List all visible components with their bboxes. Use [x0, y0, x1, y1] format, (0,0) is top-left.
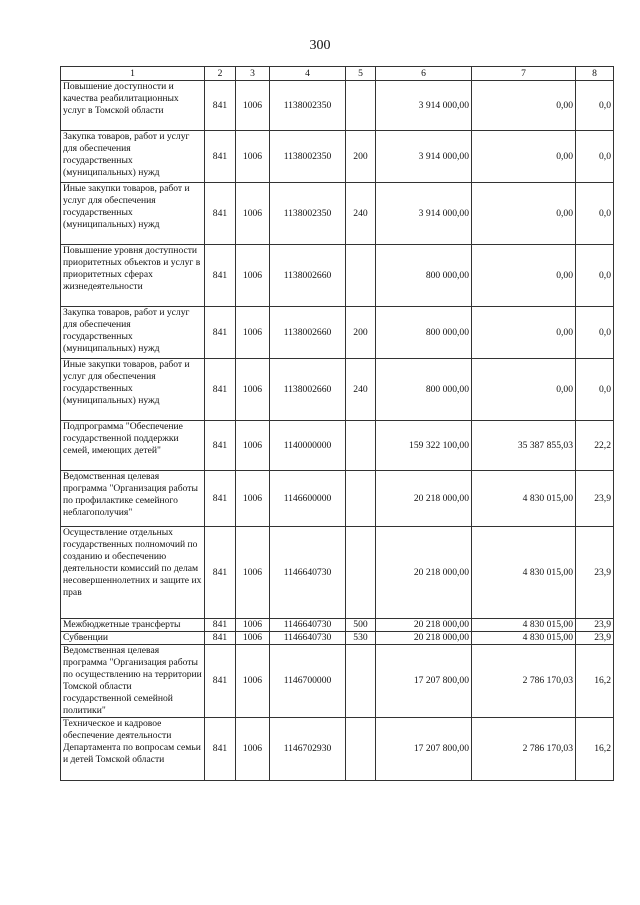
- cell-percent: 0,0: [576, 81, 614, 131]
- cell-item-name: Ведомственная целевая программа "Организация работы по профилактике семейного неблагополучия": [61, 471, 205, 527]
- cell-item-name: Повышение доступности и качества реабилитационных услуг в Томской области: [61, 81, 205, 131]
- cell-item-name: Иные закупки товаров, работ и услуг для обеспечения государственных (муниципальных) нужд: [61, 183, 205, 245]
- cell-ministry-code: 841: [205, 645, 236, 718]
- cell-section-code: 1006: [236, 471, 270, 527]
- cell-section-code: 1006: [236, 245, 270, 307]
- cell-percent: 0,0: [576, 183, 614, 245]
- table-row: [61, 527, 614, 619]
- cell-ministry-code: 841: [205, 527, 236, 619]
- cell-target-article: 1146600000: [270, 471, 346, 527]
- cell-item-name: Осуществление отдельных государственных полномочий по созданию и обеспечению деятельности комиссий по делам несовершеннолетних и защите их прав: [61, 527, 205, 619]
- cell-item-name: Иные закупки товаров, работ и услуг для обеспечения государственных (муниципальных) нужд: [61, 359, 205, 421]
- cell-percent: 23,9: [576, 632, 614, 645]
- cell-expense-type: [346, 245, 376, 307]
- cell-actual-amount: 0,00: [472, 359, 576, 421]
- cell-section-code: 1006: [236, 645, 270, 718]
- cell-percent: 0,0: [576, 359, 614, 421]
- column-header-8: 8: [576, 67, 614, 81]
- cell-item-name: Закупка товаров, работ и услуг для обеспечения государственных (муниципальных) нужд: [61, 307, 205, 359]
- table-header-row: [61, 67, 614, 81]
- cell-expense-type: 240: [346, 183, 376, 245]
- cell-expense-type: 200: [346, 131, 376, 183]
- cell-percent: 22,2: [576, 421, 614, 471]
- cell-expense-type: 500: [346, 619, 376, 632]
- cell-actual-amount: 4 830 015,00: [472, 527, 576, 619]
- cell-target-article: 1146702930: [270, 718, 346, 781]
- column-header-5: 5: [346, 67, 376, 81]
- table-row: [61, 131, 614, 183]
- cell-target-article: 1138002660: [270, 359, 346, 421]
- cell-expense-type: 200: [346, 307, 376, 359]
- cell-ministry-code: 841: [205, 471, 236, 527]
- column-header-6: 6: [376, 67, 472, 81]
- cell-section-code: 1006: [236, 632, 270, 645]
- cell-section-code: 1006: [236, 81, 270, 131]
- cell-percent: 0,0: [576, 307, 614, 359]
- cell-actual-amount: 4 830 015,00: [472, 471, 576, 527]
- cell-item-name: Субвенции: [61, 632, 205, 645]
- cell-item-name: Межбюджетные трансферты: [61, 619, 205, 632]
- cell-plan-amount: 800 000,00: [376, 307, 472, 359]
- cell-section-code: 1006: [236, 527, 270, 619]
- cell-actual-amount: 4 830 015,00: [472, 619, 576, 632]
- cell-expense-type: [346, 81, 376, 131]
- cell-item-name: Техническое и кадровое обеспечение деятельности Департамента по вопросам семьи и детей Томской области: [61, 718, 205, 781]
- cell-target-article: 1146640730: [270, 527, 346, 619]
- cell-ministry-code: 841: [205, 183, 236, 245]
- table-row: [61, 81, 614, 131]
- page-number: 300: [309, 38, 331, 53]
- cell-expense-type: [346, 645, 376, 718]
- cell-item-name: Подпрограмма "Обеспечение государственной поддержки семей, имеющих детей": [61, 421, 205, 471]
- cell-expense-type: [346, 718, 376, 781]
- cell-percent: 16,2: [576, 645, 614, 718]
- cell-ministry-code: 841: [205, 421, 236, 471]
- cell-plan-amount: 17 207 800,00: [376, 718, 472, 781]
- cell-percent: 23,9: [576, 471, 614, 527]
- cell-target-article: 1138002350: [270, 183, 346, 245]
- cell-section-code: 1006: [236, 131, 270, 183]
- cell-section-code: 1006: [236, 421, 270, 471]
- cell-percent: 0,0: [576, 245, 614, 307]
- cell-expense-type: 530: [346, 632, 376, 645]
- cell-target-article: 1146640730: [270, 632, 346, 645]
- cell-percent: 16,2: [576, 718, 614, 781]
- cell-actual-amount: 0,00: [472, 307, 576, 359]
- cell-percent: 23,9: [576, 619, 614, 632]
- cell-ministry-code: 841: [205, 81, 236, 131]
- cell-plan-amount: 20 218 000,00: [376, 527, 472, 619]
- cell-target-article: 1138002660: [270, 245, 346, 307]
- cell-actual-amount: 0,00: [472, 245, 576, 307]
- cell-expense-type: [346, 471, 376, 527]
- table-row: [61, 632, 614, 645]
- cell-section-code: 1006: [236, 183, 270, 245]
- table-row: [61, 307, 614, 359]
- column-header-2: 2: [205, 67, 236, 81]
- table-row: [61, 359, 614, 421]
- cell-ministry-code: 841: [205, 131, 236, 183]
- cell-expense-type: [346, 527, 376, 619]
- cell-expense-type: 240: [346, 359, 376, 421]
- cell-ministry-code: 841: [205, 307, 236, 359]
- cell-plan-amount: 20 218 000,00: [376, 632, 472, 645]
- cell-actual-amount: 4 830 015,00: [472, 632, 576, 645]
- cell-percent: 23,9: [576, 527, 614, 619]
- cell-percent: 0,0: [576, 131, 614, 183]
- cell-actual-amount: 0,00: [472, 131, 576, 183]
- table-row: [61, 183, 614, 245]
- cell-section-code: 1006: [236, 718, 270, 781]
- table-row: [61, 245, 614, 307]
- cell-ministry-code: 841: [205, 619, 236, 632]
- cell-actual-amount: 2 786 170,03: [472, 645, 576, 718]
- cell-actual-amount: 0,00: [472, 81, 576, 131]
- cell-plan-amount: 3 914 000,00: [376, 81, 472, 131]
- cell-target-article: 1146700000: [270, 645, 346, 718]
- cell-plan-amount: 159 322 100,00: [376, 421, 472, 471]
- cell-target-article: 1138002350: [270, 81, 346, 131]
- table-row: [61, 645, 614, 718]
- column-header-3: 3: [236, 67, 270, 81]
- cell-plan-amount: 800 000,00: [376, 245, 472, 307]
- cell-target-article: 1138002350: [270, 131, 346, 183]
- table-row: [61, 718, 614, 781]
- cell-plan-amount: 17 207 800,00: [376, 645, 472, 718]
- cell-expense-type: [346, 421, 376, 471]
- table-row: [61, 471, 614, 527]
- cell-item-name: Закупка товаров, работ и услуг для обеспечения государственных (муниципальных) нужд: [61, 131, 205, 183]
- cell-target-article: 1140000000: [270, 421, 346, 471]
- cell-plan-amount: 20 218 000,00: [376, 471, 472, 527]
- cell-ministry-code: 841: [205, 718, 236, 781]
- cell-plan-amount: 3 914 000,00: [376, 131, 472, 183]
- cell-ministry-code: 841: [205, 632, 236, 645]
- table-row: [61, 421, 614, 471]
- cell-item-name: Повышение уровня доступности приоритетных объектов и услуг в приоритетных сферах жизнедеятельности: [61, 245, 205, 307]
- cell-section-code: 1006: [236, 619, 270, 632]
- column-header-4: 4: [270, 67, 346, 81]
- cell-actual-amount: 2 786 170,03: [472, 718, 576, 781]
- cell-plan-amount: 800 000,00: [376, 359, 472, 421]
- cell-ministry-code: 841: [205, 359, 236, 421]
- table-row: [61, 619, 614, 632]
- cell-target-article: 1146640730: [270, 619, 346, 632]
- cell-actual-amount: 0,00: [472, 183, 576, 245]
- cell-section-code: 1006: [236, 359, 270, 421]
- cell-target-article: 1138002660: [270, 307, 346, 359]
- cell-item-name: Ведомственная целевая программа "Организация работы по осуществлению на территории Томской области государственной семейной политики": [61, 645, 205, 718]
- cell-plan-amount: 20 218 000,00: [376, 619, 472, 632]
- column-header-7: 7: [472, 67, 576, 81]
- cell-plan-amount: 3 914 000,00: [376, 183, 472, 245]
- cell-actual-amount: 35 387 855,03: [472, 421, 576, 471]
- cell-ministry-code: 841: [205, 245, 236, 307]
- budget-table: [60, 66, 614, 781]
- cell-section-code: 1006: [236, 307, 270, 359]
- column-header-1: 1: [61, 67, 205, 81]
